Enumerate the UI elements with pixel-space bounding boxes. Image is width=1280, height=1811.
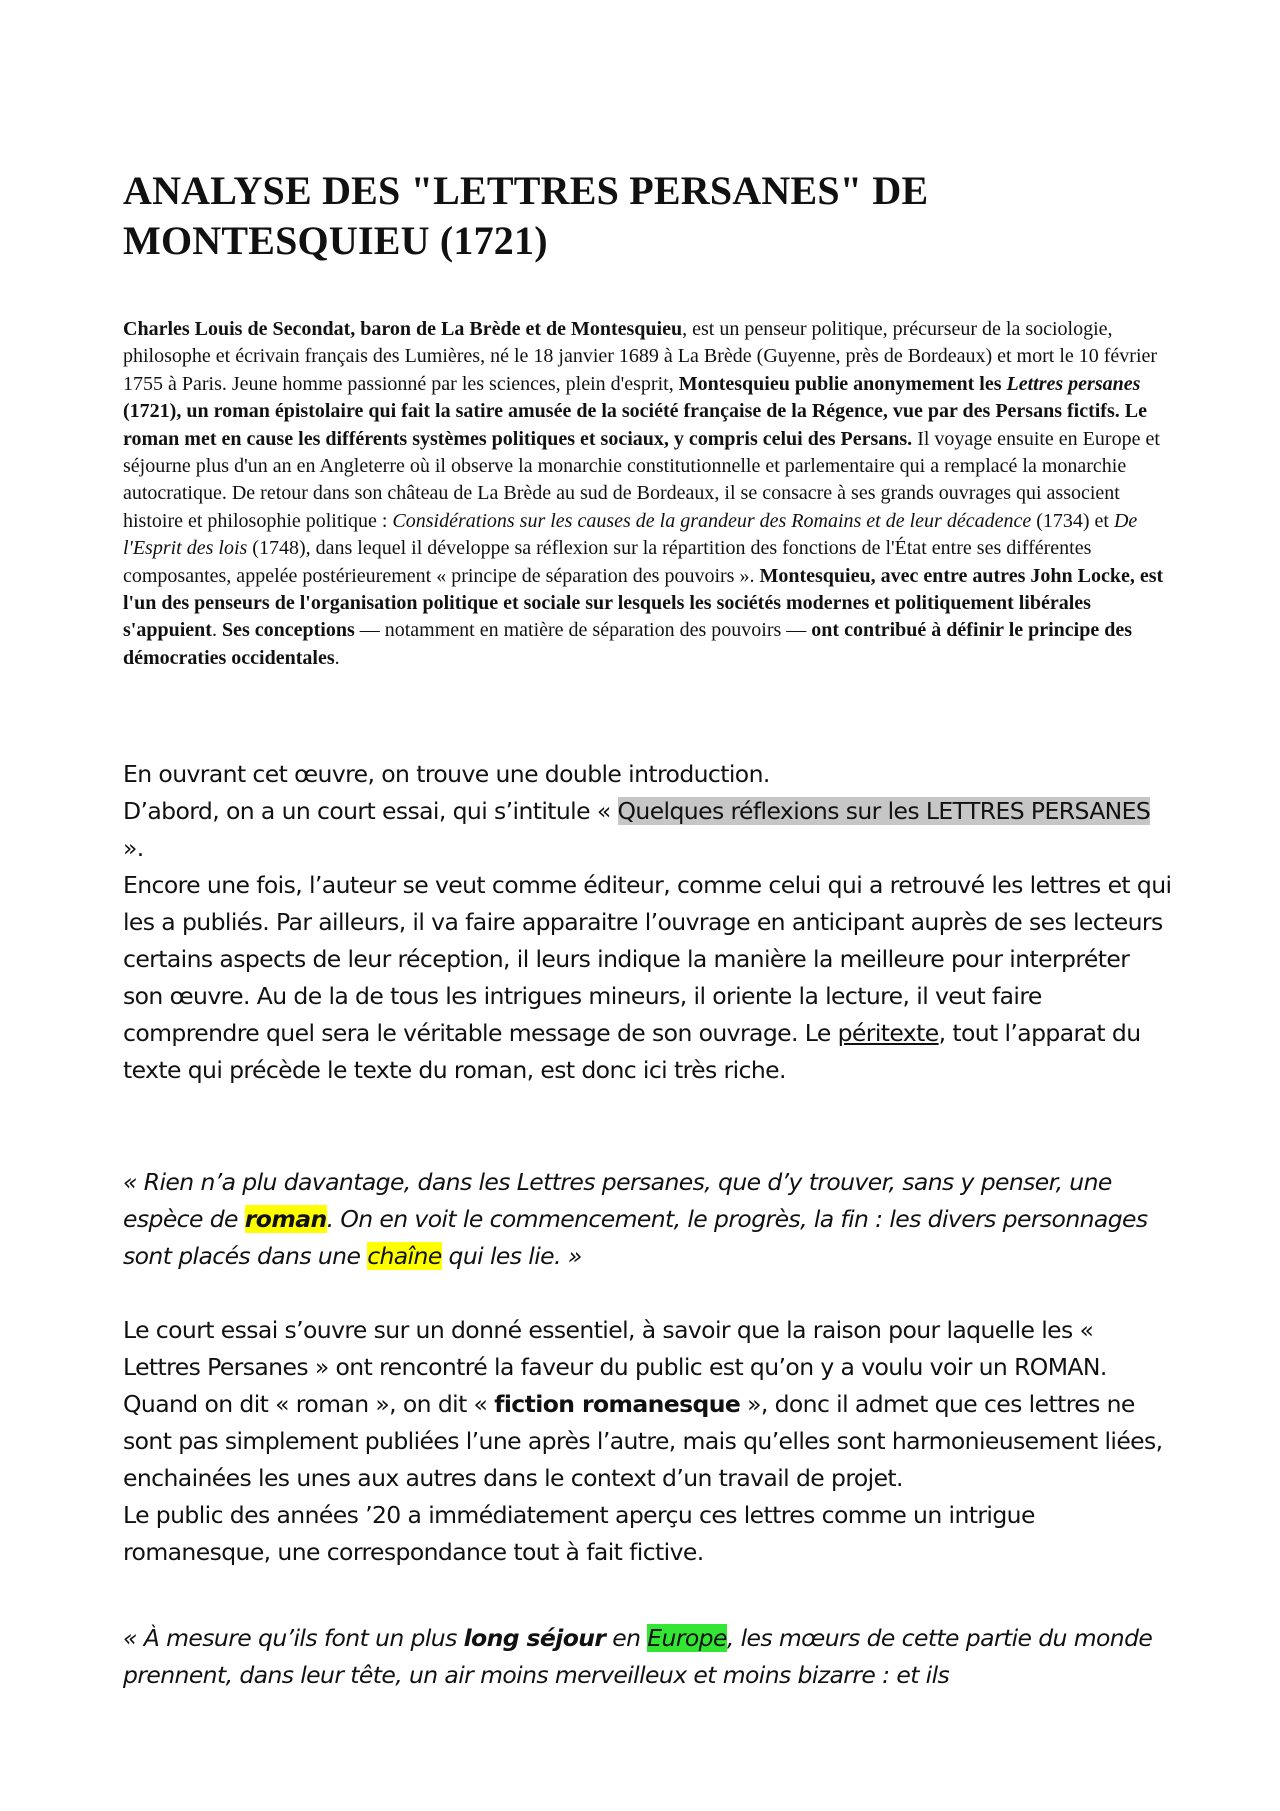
essay-title-highlight: Quelques réflexions sur les LETTRES PERSANES bbox=[617, 797, 1151, 825]
peritexte-term: péritexte bbox=[837, 1019, 939, 1047]
intro-paragraph bbox=[123, 867, 1173, 1089]
bio-text: , est un penseur politique, précurseur de la sociologie, philosophe et écrivain français des Lumières, né le 18 janvier 1689 à La Brède (Guyenne, près de Bordeaux) et mort le 10 février 1755 à Paris. Jeune homme passionné par les sciences, plein d'esprit, bbox=[123, 318, 1158, 395]
quote-2 bbox=[123, 1620, 1173, 1694]
author-name: Charles Louis de Secondat, baron de La Brède et de Montesquieu bbox=[123, 318, 683, 340]
highlight-roman: roman bbox=[244, 1205, 327, 1233]
intro-text: Encore une fois, l’auteur se veut comme éditeur, comme celui qui a retrouvé les lettres et qui les a publiés. Par ailleurs, il va faire apparaitre l’ouvrage en anticipant auprès de ses lecteurs certains aspects de leur réception, il leurs indique la manière la meilleure pour interpréter son œuvre. Au de la de tous les intrigues mineurs, il oriente la lecture, il veut faire comprendre quel sera le véritable message de son ouvrage. Le bbox=[123, 871, 1172, 1047]
analysis-text: Le court essai s’ouvre sur un donné essentiel, à savoir que la raison pour laquelle les « Lettres Persanes » ont rencontré la faveur du public est qu’on y a voulu voir un ROMAN. Quand on dit « roman », on dit « bbox=[123, 1316, 1107, 1418]
analysis-paragraph bbox=[123, 1312, 1173, 1497]
bio-text: Il voyage ensuite en Europe et séjourne plus d'un an en Angleterre où il observe la monarchie constitutionnelle et parlementaire qui a remplacé la monarchie autocratique. De retour dans son château de La Brède au sud de Bordeaux, il se consacre à ses grands ouvrages qui associent histoire et philosophie politique : bbox=[123, 427, 1160, 532]
analysis-section bbox=[123, 1312, 1173, 1571]
fiction-romanesque-term: fiction romanesque bbox=[494, 1390, 741, 1418]
bio-bold: ont contribué à définir le principe des démocraties occidentales bbox=[123, 619, 1133, 669]
intro-section bbox=[123, 756, 1173, 1089]
quote-text: « À mesure qu’ils font un plus bbox=[123, 1624, 464, 1652]
bio-text: (1734) et bbox=[1031, 509, 1114, 532]
bio-text: . bbox=[211, 619, 222, 642]
quote-text: « Rien n’a plu davantage, dans les Lettres persanes, que d’y trouver, sans y penser, une espèce de bbox=[123, 1168, 1112, 1233]
quote-1 bbox=[123, 1164, 1173, 1275]
book-title: Lettres persanes bbox=[1006, 372, 1141, 395]
quote-text: en bbox=[605, 1624, 648, 1652]
bio-text: . bbox=[334, 646, 340, 669]
intro-text: ». bbox=[123, 834, 144, 862]
quote-text: . On en voit le commencement, le progrès, la fin : les divers personnages sont placés dans une bbox=[123, 1205, 1148, 1270]
bio-bold: Montesquieu, avec entre autres John Locke, est l'un des penseurs de l'organisation politique et sociale sur lesquels les sociétés modernes et politiquement libérales s'appuient bbox=[123, 564, 1164, 642]
public-paragraph: Le public des années ’20 a immédiatement aperçu ces lettres comme un intrigue romanesque, une correspondance tout à fait fictive. bbox=[123, 1501, 1035, 1566]
highlight-europe: Europe bbox=[647, 1624, 727, 1652]
intro-text: , tout l’apparat du texte qui précède le texte du roman, est donc ici très riche. bbox=[123, 1019, 1141, 1084]
book-title: De l'Esprit des lois bbox=[123, 509, 1138, 560]
highlight-chaine: chaîne bbox=[367, 1242, 442, 1270]
quote-text: , les mœurs de cette partie du monde prennent, dans leur tête, un air moins merveilleux et moins bizarre : et ils bbox=[123, 1624, 1153, 1689]
analysis-text: », donc il admet que ces lettres ne sont pas simplement publiées l’une après l’autre, mais qu’elles sont harmonieusement liées, enchainées les unes aux autres dans le context d’un travail de projet. bbox=[123, 1390, 1163, 1492]
intro-title-line bbox=[123, 793, 1173, 867]
bio-text: — notamment en matière de séparation des pouvoirs — bbox=[354, 619, 812, 642]
book-title: Considérations sur les causes de la grandeur des Romains et de leur décadence bbox=[392, 509, 1032, 532]
biography-paragraph bbox=[123, 316, 1173, 672]
bio-bold: (1721), un roman épistolaire qui fait la satire amusée de la société française de la Régence, vue par des Persans fictifs. Le roman met en cause les différents systèmes politiques et sociaux, y compris celui des Persans. bbox=[123, 400, 1147, 450]
bio-bold: Montesquieu publie anonymement les bbox=[678, 372, 1007, 395]
intro-line: En ouvrant cet œuvre, on trouve une double introduction. bbox=[123, 760, 770, 788]
long-sejour-term: long séjour bbox=[463, 1624, 606, 1652]
quote-text: qui les lie. » bbox=[441, 1242, 582, 1270]
intro-text: D’abord, on a un court essai, qui s’intitule « bbox=[123, 797, 618, 825]
bio-text: (1748), dans lequel il développe sa réflexion sur la répartition des fonctions de l'État entre ses différentes composantes, appelée postérieurement « principe de séparation des pouvoirs ». bbox=[123, 537, 1092, 587]
document-title: ANALYSE DES "LETTRES PERSANES" DE MONTESQUIEU (1721) bbox=[123, 168, 929, 263]
bio-bold: Ses conceptions bbox=[221, 619, 355, 642]
